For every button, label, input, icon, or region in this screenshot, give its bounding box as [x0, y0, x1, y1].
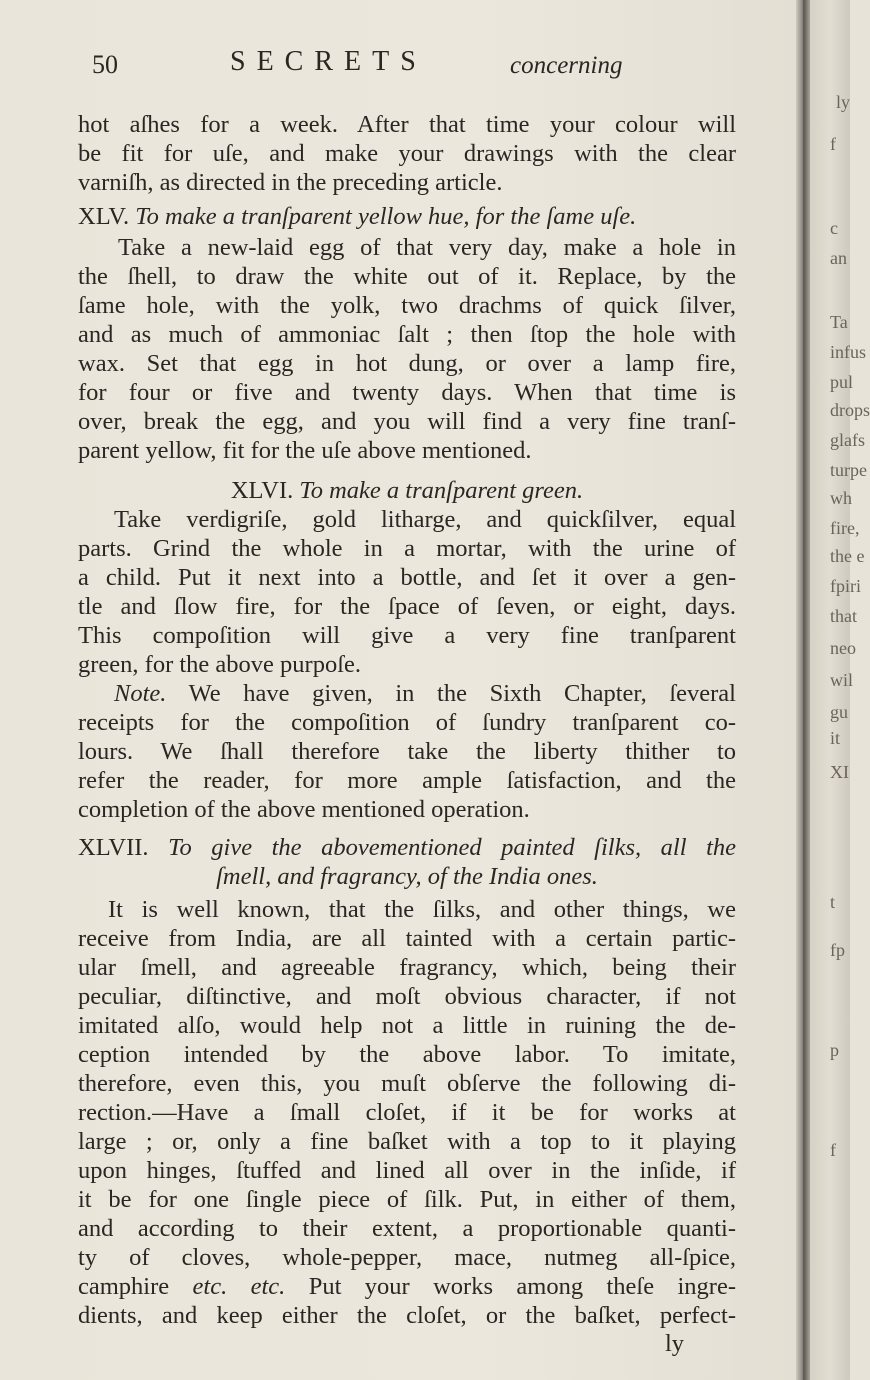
running-head: SECRETS — [230, 46, 427, 77]
line-text: large ; or, only a fine baſket with a top to it playing — [78, 1128, 736, 1155]
book-gutter — [796, 0, 810, 1380]
line-text: receive from India, are all tainted with a certain partic- — [78, 925, 736, 952]
facing-page-fragment: fire, — [830, 518, 860, 538]
text-line — [78, 1301, 736, 1330]
text-line — [78, 833, 736, 862]
line-text: and as much of ammoniac ſalt ; then ſtop the hole with — [78, 321, 736, 348]
text-line — [78, 679, 736, 708]
facing-page-fragment: p — [830, 1040, 839, 1060]
facing-page-fragment: Ta — [830, 312, 848, 332]
text-line — [78, 862, 736, 891]
text-line — [78, 650, 736, 679]
text-line — [78, 436, 736, 465]
text-line — [78, 953, 736, 982]
facing-page-fragment: gu — [830, 702, 848, 722]
facing-page-edge — [810, 0, 870, 1380]
section-number: XLVI. — [230, 477, 300, 504]
text-line — [78, 291, 736, 320]
text-line — [78, 766, 736, 795]
line-text: it be for one ſingle piece of ſilk. Put, in either of them, — [78, 1186, 736, 1213]
line-text: dients, and keep either the cloſet, or the baſket, perfect- — [78, 1302, 736, 1329]
facing-page-fragment: turpe — [830, 460, 867, 480]
text-line — [78, 349, 736, 378]
line-text: ular ſmell, and agreeable fragrancy, which, being their — [78, 954, 736, 981]
text-line — [78, 1127, 736, 1156]
facing-page-fragment: pul — [830, 372, 854, 392]
line-text: parts. Grind the whole in a mortar, with the urine of — [78, 535, 736, 562]
text-line — [78, 1040, 736, 1069]
line-text: peculiar, diſtinctive, and moſt obvious character, if not — [78, 983, 736, 1010]
text-line — [78, 168, 736, 197]
text-line — [78, 1098, 736, 1127]
section-title: To give the abovementioned painted ſilks, all the — [168, 834, 737, 861]
line-text: and according to their extent, a proportionable quanti- — [78, 1215, 736, 1242]
text-line — [78, 1185, 736, 1214]
line-text: ception intended by the above labor. To imitate, — [78, 1041, 736, 1068]
line-text: lours. We ſhall therefore take the liberty thither to — [78, 738, 736, 765]
line-text: wax. Set that egg in hot dung, or over a lamp fire, — [78, 350, 736, 377]
line-text: a child. Put it next into a bottle, and ſet it over a gen- — [78, 564, 736, 591]
line-text: hot aſhes for a week. After that time your colour will — [78, 111, 736, 138]
line-text: over, break the egg, and you will find a very fine tranſ- — [78, 408, 736, 435]
text-line — [78, 1243, 736, 1272]
text-line — [78, 1069, 736, 1098]
section-title: ſmell, and fragrancy, of the India ones. — [216, 863, 598, 890]
facing-page-fragment: c — [830, 218, 838, 238]
text-line — [78, 795, 736, 824]
line-text: be fit for uſe, and make your drawings with the clear — [78, 140, 736, 167]
text-line — [78, 737, 736, 766]
facing-page-fragment: neo — [830, 638, 856, 658]
line-text: It is well known, that the ſilks, and other things, we — [108, 896, 736, 923]
text-line — [78, 1011, 736, 1040]
facing-page-fragment: XI — [830, 762, 849, 782]
page-number: 50 — [92, 50, 118, 79]
text-line — [78, 708, 736, 737]
text-line — [78, 407, 736, 436]
line-text: therefore, even this, you muſt obſerve the following di- — [78, 1070, 736, 1097]
section-number: XLV. — [78, 203, 136, 230]
line-text: ty of cloves, whole-pepper, mace, nutmeg all-ſpice, — [78, 1244, 736, 1271]
text-line — [78, 982, 736, 1011]
facing-page-fragment: drops — [830, 400, 870, 420]
text-line — [78, 320, 736, 349]
line-text: upon hinges, ſtuffed and lined all over in the inſide, if — [78, 1157, 736, 1184]
line-text: Take a new-laid egg of that very day, make a hole in — [118, 234, 736, 261]
facing-page-fragment: the e — [830, 546, 865, 566]
facing-page-fragment: that — [830, 606, 857, 626]
text-line — [78, 1156, 736, 1185]
line-text: parent yellow, fit for the uſe above mentioned. — [78, 437, 532, 464]
line-text: completion of the above mentioned operation. — [78, 796, 530, 823]
line-text: refer the reader, for more ample ſatisfaction, and the — [78, 767, 736, 794]
text-line — [78, 378, 736, 407]
line-text: camphire — [78, 1273, 193, 1300]
line-text: varniſh, as directed in the preceding article. — [78, 169, 503, 196]
text-line — [78, 621, 736, 650]
facing-page-fragment: wil — [830, 670, 854, 690]
text-line — [78, 476, 736, 505]
line-text: tle and ſlow fire, for the ſpace of ſeven, or eight, days. — [78, 593, 736, 620]
running-head-subtitle: concerning — [510, 52, 623, 79]
text-line — [78, 1214, 736, 1243]
text-line — [78, 563, 736, 592]
text-line — [78, 110, 736, 139]
line-text: imitated alſo, would help not a little in ruining the de- — [78, 1012, 736, 1039]
facing-page-fragment: wh — [830, 488, 852, 508]
text-line — [78, 233, 736, 262]
facing-page-fragment: an — [830, 248, 847, 268]
line-text: Take verdigriſe, gold litharge, and quickſilver, equal — [114, 506, 736, 533]
facing-page-fragment: f — [830, 1140, 836, 1160]
facing-page-fragment: infus — [830, 342, 866, 362]
catchword: ly — [665, 1330, 685, 1357]
text-line — [78, 139, 736, 168]
text-line — [78, 924, 736, 953]
text-line — [78, 505, 736, 534]
text-line — [78, 202, 736, 231]
line-text: Put your works among theſe ingre- — [285, 1273, 736, 1300]
section-title: To make a tranſparent green. — [299, 477, 584, 504]
line-text: for four or five and twenty days. When that time is — [78, 379, 736, 406]
line-text: green, for the above purpoſe. — [78, 651, 361, 678]
italic-abbreviation: etc. etc. — [192, 1273, 286, 1300]
text-line — [78, 592, 736, 621]
text-line — [78, 262, 736, 291]
facing-page-fragment: glafs — [830, 430, 865, 450]
facing-page-fragment: f — [830, 134, 836, 154]
facing-page-fragment: t — [830, 892, 836, 912]
line-text: the ſhell, to draw the white out of it. Replace, by the — [78, 263, 736, 290]
facing-page-fragment: fp — [830, 940, 845, 960]
text-line — [78, 895, 736, 924]
section-title: To make a tranſparent yellow hue, for the ſame uſe. — [135, 203, 637, 230]
text-line — [78, 1272, 736, 1301]
line-text: This compoſition will give a very fine tranſparent — [78, 622, 736, 649]
line-text: We have given, in the Sixth Chapter, ſeveral — [166, 680, 736, 707]
line-text: receipts for the compoſition of ſundry tranſparent co- — [78, 709, 736, 736]
section-number: XLVII. — [78, 834, 169, 861]
page-header — [92, 44, 742, 84]
facing-page-fragment: it — [830, 728, 841, 748]
italic-lead: Note. — [114, 680, 167, 707]
text-line — [78, 534, 736, 563]
line-text: rection.—Have a ſmall cloſet, if it be for works at — [78, 1099, 736, 1126]
line-text: ſame hole, with the yolk, two drachms of quick ſilver, — [78, 292, 736, 319]
facing-page-fragment: fpiri — [830, 576, 861, 596]
facing-page-fragment: ly — [836, 92, 851, 112]
